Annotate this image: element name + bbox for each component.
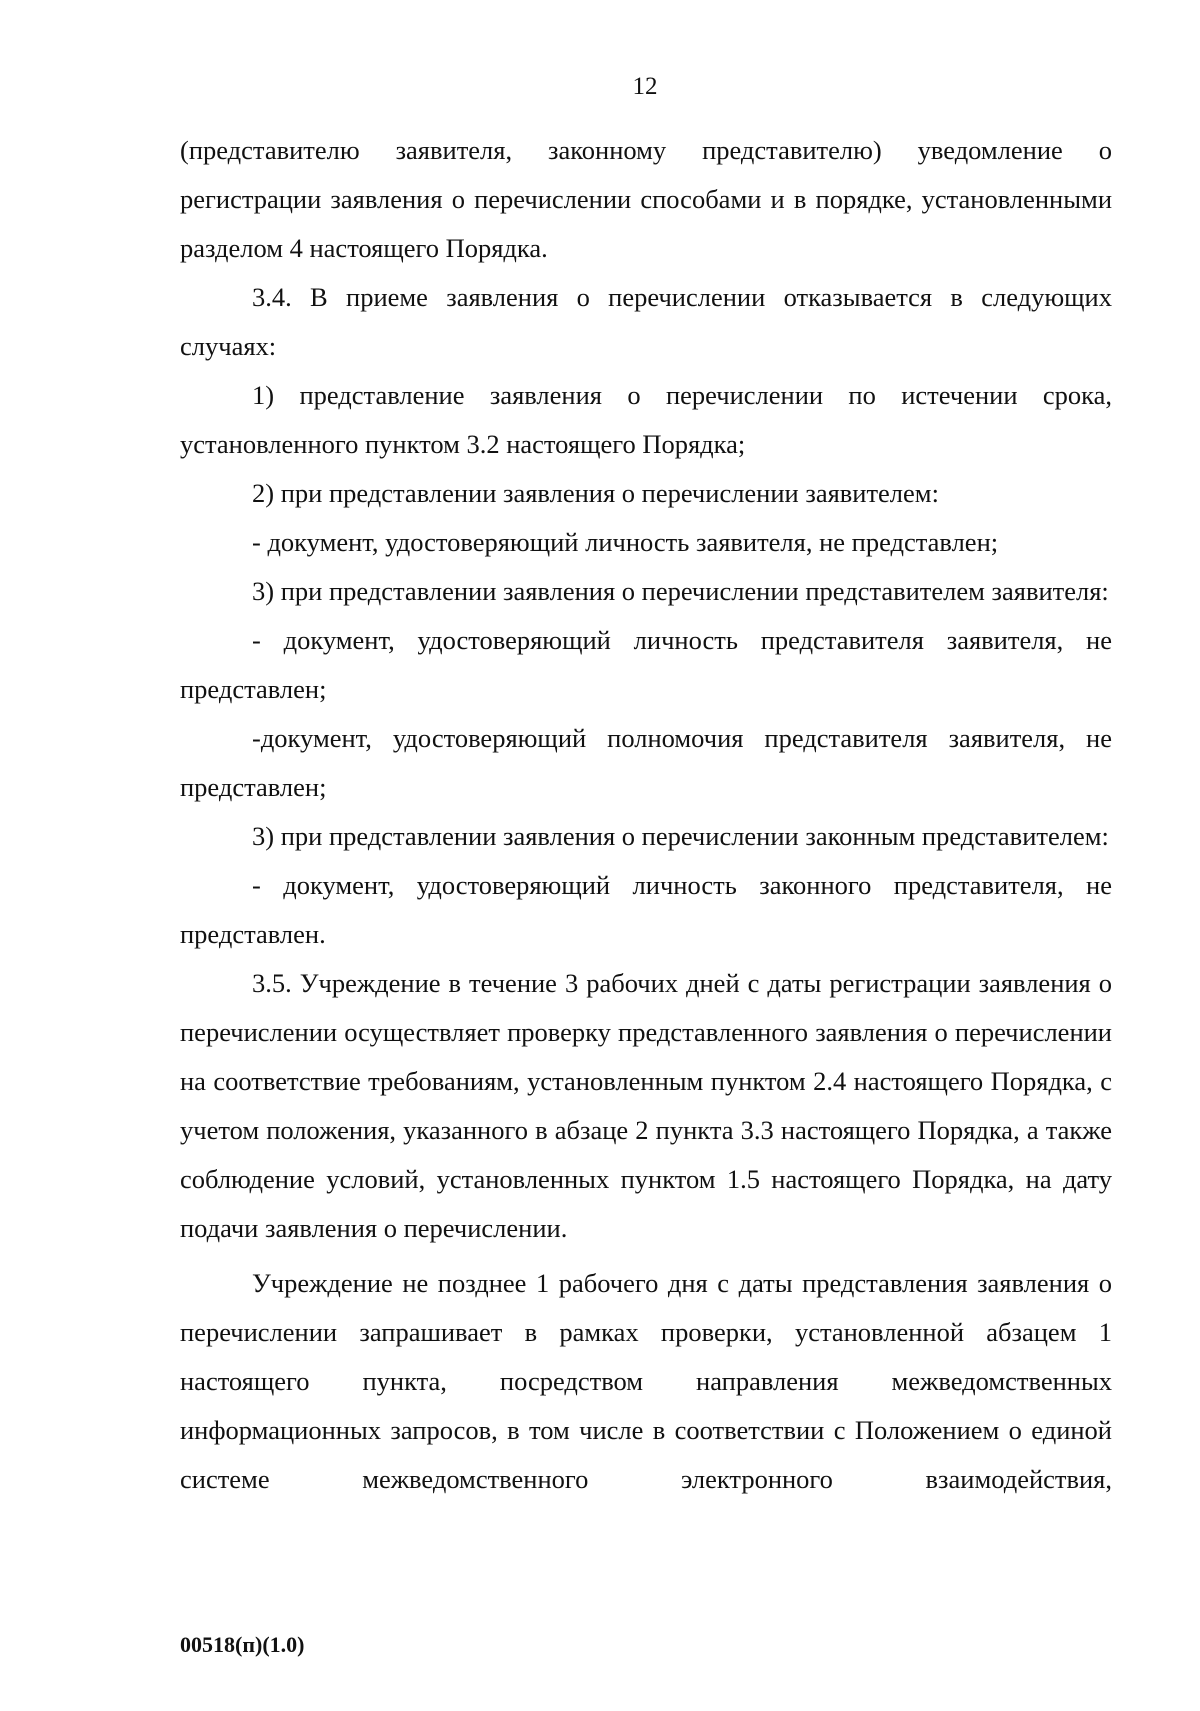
list-subitem-applicant-id: - документ, удостоверяющий личность заявителя, не представлен; [252, 527, 999, 557]
paragraph-continuation: (представителю заявителя, законному представителю) уведомление о регистрации заявления о перечислении способами и в порядке, установленными разделом 4 настоящего Порядка. [180, 135, 1112, 263]
paragraph-institution-request: Учреждение не позднее 1 рабочего дня с даты представления заявления о перечислении запрашивает в рамках проверки, установленной абзацем 1 настоящего пункта, посредством направления межведомственных информационных запросов, в том числе в соответствии с Положением о единой системе межведомственного электронного взаимодействия, [180, 1268, 1112, 1494]
paragraph-3-5: 3.5. Учреждение в течение 3 рабочих дней с даты регистрации заявления о перечислении осуществляет проверку представленного заявления о перечислении на соответствие требованиям, установленным пунктом 2.4 настоящего Порядка, с учетом положения, указанного в абзаце 2 пункта 3.3 настоящего Порядка, а также соблюдение условий, установленных пунктом 1.5 настоящего Порядка, на дату подачи заявления о перечислении. [180, 968, 1112, 1243]
list-item-1: 1) представление заявления о перечислении по истечении срока, установленного пунктом 3.2 настоящего Порядка; [180, 380, 1112, 459]
list-item-3-representative: 3) при представлении заявления о перечислении представителем заявителя: [252, 576, 1109, 606]
document-code: 00518(п)(1.0) [180, 1632, 305, 1657]
paragraph-3-4: 3.4. В приеме заявления о перечислении отказывается в следующих случаях: [180, 282, 1112, 361]
list-subitem-representative-authority: -документ, удостоверяющий полномочия представителя заявителя, не представлен; [180, 723, 1112, 802]
list-subitem-representative-id: - документ, удостоверяющий личность представителя заявителя, не представлен; [180, 625, 1112, 704]
list-item-2: 2) при представлении заявления о перечислении заявителем: [252, 478, 939, 508]
list-item-3-legal-representative: 3) при представлении заявления о перечислении законным представителем: [252, 821, 1109, 851]
page-number: 12 [632, 73, 658, 100]
document-body [180, 126, 1112, 1504]
list-subitem-legal-representative-id: - документ, удостоверяющий личность законного представителя, не представлен. [180, 870, 1112, 949]
